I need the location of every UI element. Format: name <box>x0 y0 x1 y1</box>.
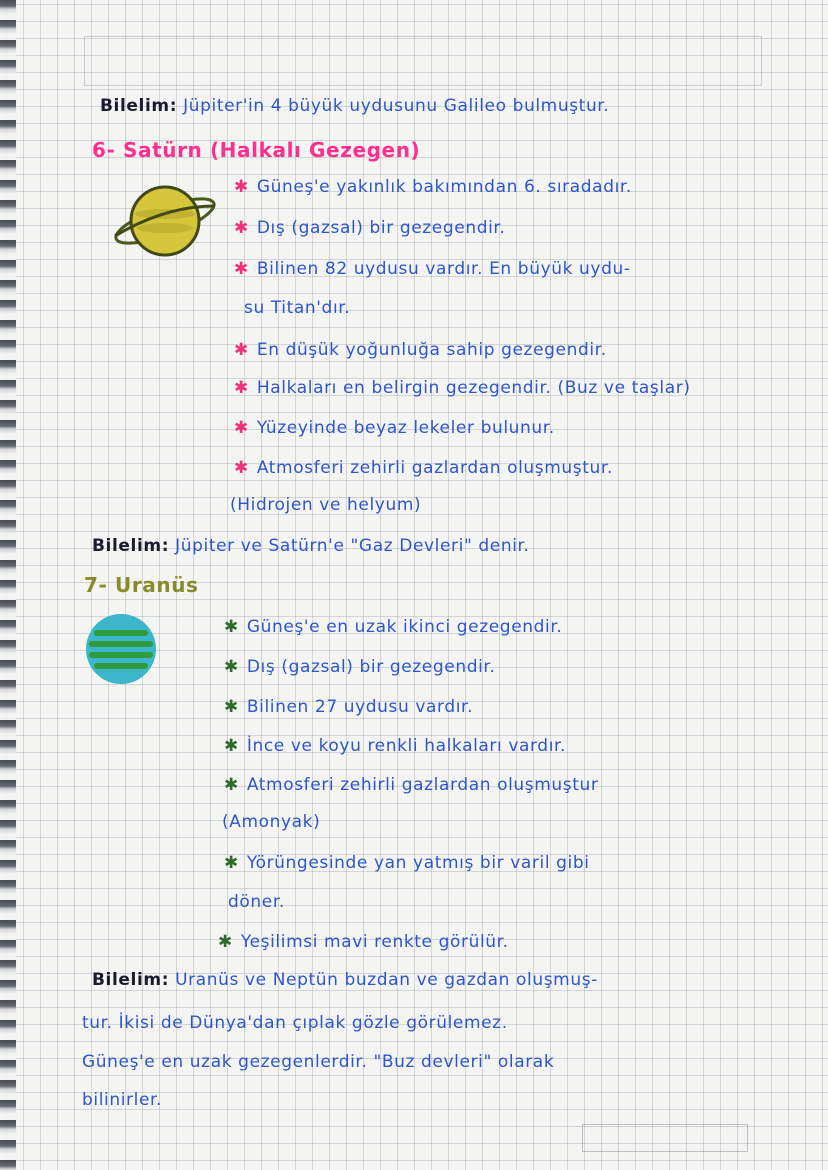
asterisk-icon: ✱ <box>218 932 233 952</box>
uranus-drawing <box>84 612 158 686</box>
saturn-heading: 6- Satürn (Halkalı Gezegen) <box>92 138 421 162</box>
saturn-fact-cont: su Titan'dır. <box>244 298 351 318</box>
uranus-fact: ✱ Güneş'e en uzak ikinci gezegendir. <box>224 617 563 637</box>
asterisk-icon: ✱ <box>224 617 239 637</box>
uranus-fact: ✱ İnce ve koyu renkli halkaları vardır. <box>224 736 567 756</box>
asterisk-icon: ✱ <box>224 736 239 756</box>
saturn-fact-cont: (Hidrojen ve helyum) <box>230 495 422 515</box>
ice-giants-line: Güneş'e en uzak gezegenlerdir. "Buz devleri" olarak <box>82 1052 555 1072</box>
spiral-binding <box>0 0 16 1170</box>
header-box <box>84 36 762 86</box>
uranus-fact: ✱ Dış (gazsal) bir gezegendir. <box>224 657 496 677</box>
saturn-fact: ✱ Halkaları en belirgin gezegendir. (Buz ve taşlar) <box>234 378 691 398</box>
page-footer-box <box>582 1124 748 1152</box>
uranus-fact: ✱ Atmosferi zehirli gazlardan oluşmuştur <box>224 775 599 795</box>
intro-label: Bilelim: <box>100 96 178 116</box>
saturn-fact: ✱ Yüzeyinde beyaz lekeler bulunur. <box>234 418 555 438</box>
uranus-fact-cont: döner. <box>228 892 285 912</box>
saturn-fact: ✱ Dış (gazsal) bir gezegendir. <box>234 218 506 238</box>
intro-text: Jüpiter'in 4 büyük uydusunu Galileo bulmuştur. <box>183 96 610 116</box>
asterisk-icon: ✱ <box>234 259 249 279</box>
asterisk-icon: ✱ <box>224 657 239 677</box>
saturn-fact: ✱ Güneş'e yakınlık bakımından 6. sıradadır. <box>234 177 632 197</box>
asterisk-icon: ✱ <box>224 697 239 717</box>
gas-giants-line <box>92 536 530 556</box>
asterisk-icon: ✱ <box>234 218 249 238</box>
uranus-fact-cont: (Amonyak) <box>222 812 321 832</box>
ice-giants-line <box>92 970 598 990</box>
uranus-fact: ✱ Bilinen 27 uydusu vardır. <box>224 697 474 717</box>
asterisk-icon: ✱ <box>234 177 249 197</box>
gas-giants-text: Jüpiter ve Satürn'e "Gaz Devleri" denir. <box>175 536 530 556</box>
ice-giants-label: Bilelim: <box>92 970 170 990</box>
asterisk-icon: ✱ <box>234 378 249 398</box>
uranus-fact: ✱ Yörüngesinde yan yatmış bir varil gibi <box>224 853 590 873</box>
gas-giants-label: Bilelim: <box>92 536 170 556</box>
ice-giants-text: Uranüs ve Neptün buzdan ve gazdan oluşmuş- <box>175 970 598 990</box>
asterisk-icon: ✱ <box>234 340 249 360</box>
asterisk-icon: ✱ <box>224 775 239 795</box>
asterisk-icon: ✱ <box>234 418 249 438</box>
saturn-fact: ✱ Atmosferi zehirli gazlardan oluşmuştur. <box>234 458 613 478</box>
ice-giants-line: tur. İkisi de Dünya'dan çıplak gözle görülemez. <box>82 1013 508 1033</box>
saturn-fact: ✱ En düşük yoğunluğa sahip gezegendir. <box>234 340 607 360</box>
asterisk-icon: ✱ <box>234 458 249 478</box>
saturn-drawing <box>110 176 220 266</box>
saturn-fact: ✱ Bilinen 82 uydusu vardır. En büyük uydu- <box>234 259 631 279</box>
uranus-fact: ✱ Yeşilimsi mavi renkte görülür. <box>218 932 509 952</box>
uranus-heading: 7- Uranüs <box>84 573 199 597</box>
intro-line <box>100 96 609 116</box>
ice-giants-line: bilinirler. <box>82 1090 163 1110</box>
asterisk-icon: ✱ <box>224 853 239 873</box>
